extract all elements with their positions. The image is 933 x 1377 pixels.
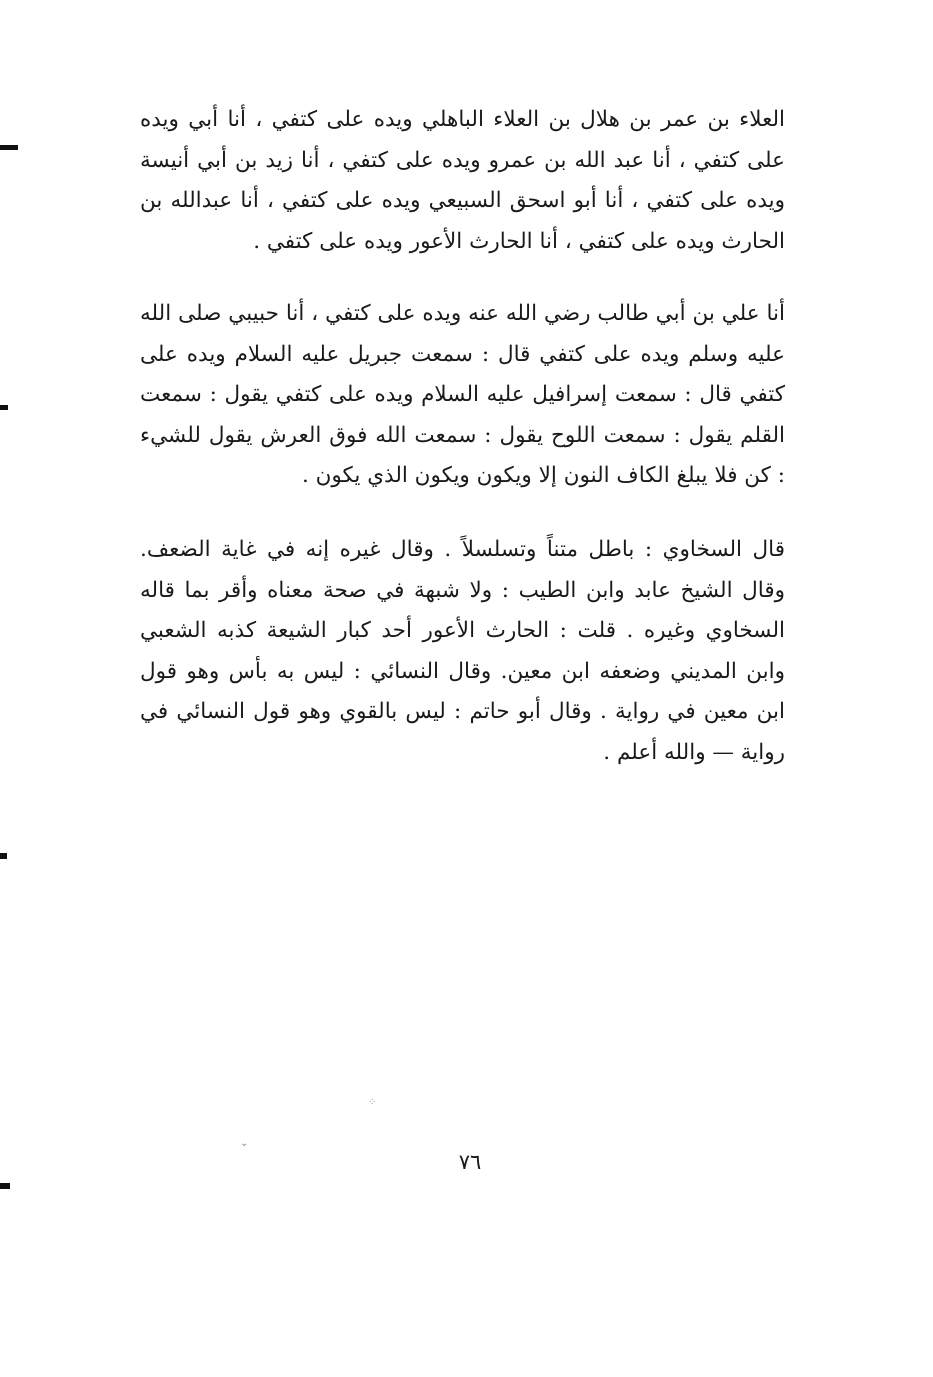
paragraph-commentary: قال السخاوي : باطل متناً وتسلسلاً . وقال غيره إنه في غاية الضعف. وقال الشيخ عابد وابن الطيب : ولا شبهة في صحة معناه وأقر بما قاله السخاوي وغيره . قلت : الحارث الأعور أحد كبار الشيعة كذبه الشعبي وابن المديني وضعفه ابن معين. وقال النسائي : ليس به بأس وهو قول ابن معين في رواية . وقال أبو حاتم : ليس بالقوي وهو قول النسائي في رواية — والله أعلم . [140,537,785,765]
scan-speck: ⁘ [368,1097,377,1108]
paragraph-isnad-chain: العلاء بن عمر بن هلال بن العلاء الباهلي ويده على كتفي ، أنا أبي ويده على كتفي ، أنا عبد الله بن عمرو ويده على كتفي ، أنا زيد بن أبي أنيسة ويده على كتفي ، أنا أبو اسحق السبيعي ويده على كتفي ، أنا عبدالله بن الحارث ويده على كتفي ، أنا الحارث الأعور ويده على كتفي . [140,107,785,254]
scan-edge-mark [0,145,18,150]
scan-edge-mark [0,1183,10,1189]
scan-speck: ⌄ [240,1138,249,1149]
scan-edge-mark [0,853,7,859]
scan-edge-mark [0,405,8,410]
paragraph-hadith-text: أنا علي بن أبي طالب رضي الله عنه ويده على كتفي ، أنا حبيبي صلى الله عليه وسلم ويده على كتفي قال : سمعت جبريل عليه السلام ويده على كتفي قال : سمعت إسرافيل عليه السلام ويده على كتفي يقول : سمعت القلم يقول : سمعت اللوح يقول : سمعت الله فوق العرش يقول للشيء : كن فلا يبلغ الكاف النون إلا ويكون ويكون الذي يكون . [140,301,785,488]
page-number: ٧٦ [458,1150,482,1174]
